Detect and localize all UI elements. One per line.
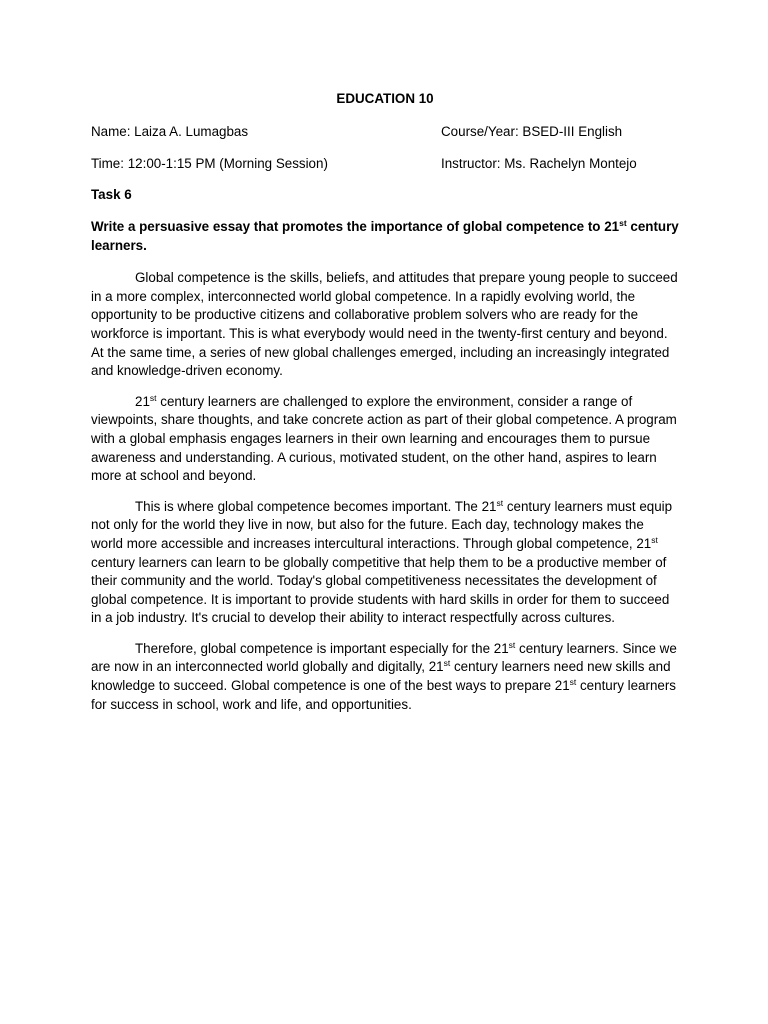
student-info-row [91, 123, 679, 143]
ordinal-suffix: st [651, 534, 658, 545]
paragraph-3-text-1: This is where global competence becomes important. The 21 [135, 498, 497, 514]
paragraph-4-text-1: Therefore, global competence is important especially for the 21 [135, 640, 509, 656]
paragraph-3-text-2: century learners must equip not only for the world they live in now, but also for the future. Each day, technology makes the world more accessible and increases intercultural interactions. Through global competence, 21 [91, 498, 673, 551]
essay-prompt [91, 218, 679, 255]
paragraph-4-text-4: century learners for success in school, work and life, and opportunities. [91, 678, 676, 712]
paragraph-2-number: 21 [135, 393, 150, 409]
essay-paragraph-3 [91, 498, 679, 628]
essay-paragraph-4 [91, 640, 679, 714]
essay-paragraph-2 [91, 393, 679, 486]
ordinal-suffix: st [508, 639, 516, 650]
ordinal-suffix: st [619, 218, 627, 228]
document-title: EDUCATION 10 [336, 91, 434, 106]
ordinal-suffix: st [149, 392, 157, 403]
prompt-text-end: century learners. [91, 219, 679, 253]
session-time: Time: 12:00-1:15 PM (Morning Session) [91, 156, 328, 171]
ordinal-suffix: st [443, 658, 451, 669]
student-name: Name: Laiza A. Lumagbas [91, 124, 249, 139]
prompt-text-start: Write a persuasive essay that promotes the importance of global competence to 21 [91, 219, 620, 234]
ordinal-suffix: st [569, 677, 577, 688]
course-year: Course/Year: BSED-III English [441, 124, 623, 139]
paragraph-4-text-3: century learners need new skills and knowledge to succeed. Global competence is one of the best ways to prepare 21 [91, 659, 671, 694]
task-label: Task 6 [91, 187, 132, 202]
paragraph-2-text: century learners are challenged to explore the environment, consider a range of viewpoints, share thoughts, and take concrete action as part of their global competence. A program with a global emphasis engages learners in their own learning and encourages them to pursue awareness and understanding. A curious, motivated student, on the other hand, aspires to learn more at school and beyond. [91, 393, 677, 484]
ordinal-suffix: st [496, 497, 504, 508]
essay-paragraph-1: Global competence is the skills, beliefs, and attitudes that prepare young people to succeed in a more complex, interconnected world global competence. In a rapidly evolving world, the opportunity to be productive citizens and collaborative problem solvers who are ready for the workforce is important. This is what everybody would need in the twenty-first century and beyond. At the same time, a series of new global challenges emerged, including an increasingly integrated and knowledge-driven economy. [91, 270, 678, 379]
session-info-row [91, 155, 679, 175]
paragraph-3-text-3: century learners can learn to be globally competitive that help them to be a productive member of their community and the world. Today's global competitiveness necessitates the development of global competence. It is important to provide students with hard skills in order for them to succeed in a job industry. It's crucial to develop their ability to interact respectfully across cultures. [91, 554, 670, 626]
paragraph-4-text-2: century learners. Since we are now in an interconnected world globally and digitally, 21 [91, 640, 677, 675]
instructor-name: Instructor: Ms. Rachelyn Montejo [441, 156, 637, 171]
essay-page [91, 90, 679, 714]
